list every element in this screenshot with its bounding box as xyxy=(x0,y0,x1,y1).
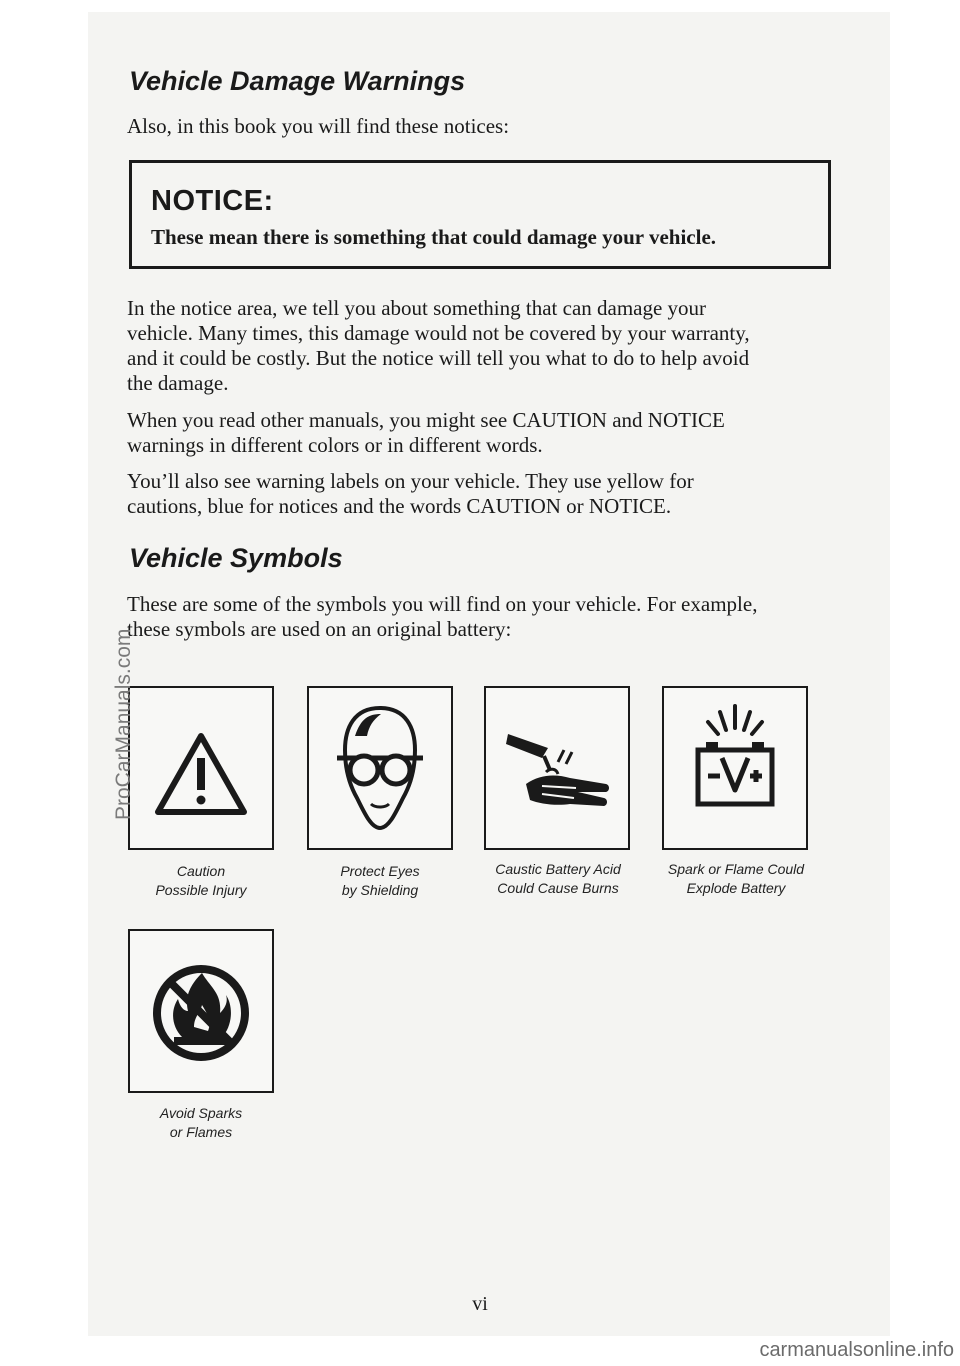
caption-protect-eyes: Protect Eyes by Shielding xyxy=(340,863,420,898)
caption-caution: Caution Possible Injury xyxy=(155,863,247,898)
symbol-no-flame xyxy=(128,929,274,1093)
paragraph-warning-labels xyxy=(127,469,827,519)
caution-triangle-icon xyxy=(130,688,272,848)
watermark-text: ProCarManuals.com xyxy=(112,628,135,820)
symbol-caustic-acid xyxy=(484,686,630,850)
caption-battery-spark: Spark or Flame Could Explode Battery xyxy=(667,861,805,896)
text-line: You’ll also see warning labels on your vehicle. They use yellow for xyxy=(127,469,694,493)
caption-no-flame: Avoid Sparks or Flames xyxy=(159,1105,243,1140)
acid-burn-icon xyxy=(486,688,628,848)
paragraph-notice-area xyxy=(127,296,827,396)
text-line: warnings in different colors or in different words. xyxy=(127,433,543,457)
notice-text: These mean there is something that could damage your vehicle. xyxy=(151,225,717,249)
section-heading-damage-warnings: Vehicle Damage Warnings xyxy=(129,66,466,96)
text-line: vehicle. Many times, this damage would not be covered by your warranty, xyxy=(127,321,750,345)
symbol-caution xyxy=(128,686,274,850)
section-heading-vehicle-symbols: Vehicle Symbols xyxy=(129,543,343,573)
text-line: When you read other manuals, you might see CAUTION and NOTICE xyxy=(127,408,725,432)
text-line: these symbols are used on an original battery: xyxy=(127,617,512,641)
page-number: vi xyxy=(472,1293,488,1315)
intro-text: Also, in this book you will find these notices: xyxy=(127,114,510,138)
no-flame-icon xyxy=(130,931,272,1091)
caption-caustic-acid: Caustic Battery Acid Could Cause Burns xyxy=(495,861,621,896)
footer-watermark: carmanualsonline.info xyxy=(759,1339,954,1361)
text-line: the damage. xyxy=(127,371,229,395)
eye-protection-icon xyxy=(309,688,451,848)
notice-box xyxy=(129,160,831,269)
notice-title: NOTICE: xyxy=(151,185,274,217)
symbol-battery-spark xyxy=(662,686,808,850)
text-line: and it could be costly. But the notice will tell you what to do to help avoid xyxy=(127,346,750,370)
paragraph-other-manuals xyxy=(127,408,827,458)
text-line: These are some of the symbols you will find on your vehicle. For example, xyxy=(127,592,758,616)
battery-spark-icon xyxy=(664,688,806,848)
paragraph-symbols-intro xyxy=(127,592,827,642)
symbol-protect-eyes xyxy=(307,686,453,850)
text-line: In the notice area, we tell you about something that can damage your xyxy=(127,296,707,320)
text-line: cautions, blue for notices and the words CAUTION or NOTICE. xyxy=(127,494,672,518)
